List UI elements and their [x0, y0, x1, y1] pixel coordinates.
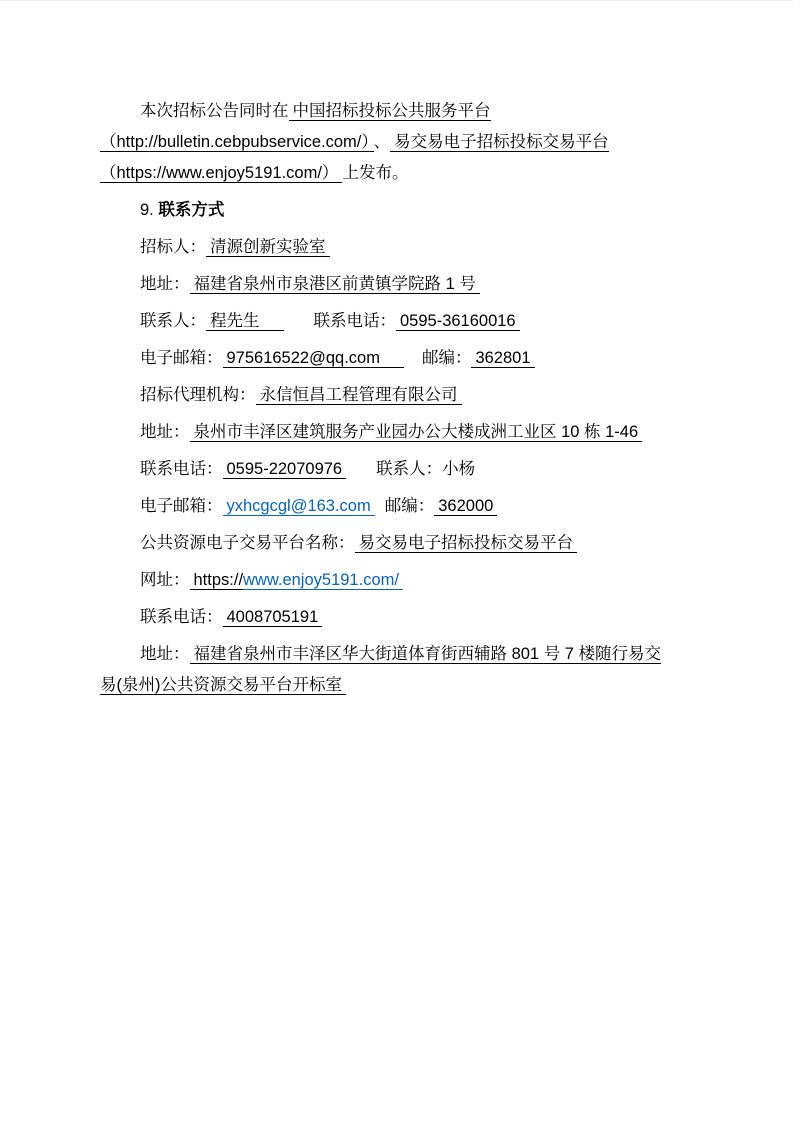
agency-email-line [100, 491, 675, 522]
agency-contact-value: 小杨 [442, 460, 476, 478]
tenderer-contact-value: 程先生 [206, 312, 284, 331]
platform2-underlined-text: 易交易电子招标投标交易平台（https://www.enjoy5191.com/） [100, 133, 609, 182]
agency-phone-value: 0595-22070976 [223, 460, 347, 479]
agency-address-label: 地址： [140, 423, 190, 441]
platform-phone-line [100, 602, 675, 633]
section-number: 9. [140, 201, 154, 219]
tenderer-phone-label: 联系电话： [313, 312, 396, 330]
tenderer-label: 招标人： [140, 238, 206, 256]
agency-address-line [100, 417, 675, 448]
platform-url-link[interactable]: www.enjoy5191.com/ [243, 571, 403, 590]
agency-phone-label: 联系电话： [140, 460, 223, 478]
agency-contact-label: 联系人： [376, 460, 443, 478]
tenderer-email-value: 975616522@qq.com [223, 349, 404, 368]
intro-text-before: 本次招标公告同时在 [140, 102, 289, 120]
platform-url-prefix: https:// [190, 571, 244, 590]
platform-name-line [100, 528, 675, 559]
tenderer-address-line [100, 269, 675, 300]
tenderer-address-label: 地址： [140, 275, 190, 293]
platform-phone-label: 联系电话： [140, 608, 223, 626]
tenderer-email-line [100, 343, 675, 374]
agency-phone-line [100, 454, 675, 485]
platform1-underlined-text: 中国招标投标公共服务平台（http://bulletin.cebpubservice.com/） [100, 102, 491, 151]
tenderer-zip-label: 邮编： [421, 349, 472, 367]
agency-name-line [100, 380, 675, 411]
intro-paragraph [100, 96, 675, 189]
section-title: 联系方式 [158, 201, 225, 219]
tenderer-zip-value: 362801 [471, 349, 534, 368]
tenderer-phone-value: 0595-36160016 [396, 312, 520, 331]
platform-url-line [100, 565, 675, 596]
agency-zip-value: 362000 [434, 497, 497, 516]
tenderer-name-line [100, 232, 675, 263]
agency-label: 招标代理机构： [140, 386, 256, 404]
tenderer-contact-line [100, 306, 675, 337]
intro-text-after: 上发布。 [342, 164, 409, 182]
intro-separator: 、 [373, 133, 391, 151]
section-heading [100, 195, 675, 226]
platform-phone-value: 4008705191 [223, 608, 323, 627]
platform-url-label: 网址： [140, 571, 190, 589]
platform-address-value: 福建省泉州市丰泽区华大街道体育街西辅路 801 号 7 楼随行易交易(泉州)公共资源交易平台开标室 [100, 645, 662, 694]
tenderer-contact-label: 联系人： [140, 312, 206, 330]
agency-name-value: 永信恒昌工程管理有限公司 [256, 386, 462, 405]
platform-address-line [100, 639, 675, 701]
tenderer-name-value: 清源创新实验室 [206, 238, 330, 257]
agency-email-label: 电子邮箱： [140, 497, 223, 515]
agency-email-link[interactable]: yxhcgcgl@163.com [223, 497, 375, 516]
platform-address-label: 地址： [140, 645, 190, 663]
tenderer-address-value: 福建省泉州市泉港区前黄镇学院路 1 号 [190, 275, 480, 294]
tenderer-email-label: 电子邮箱： [140, 349, 223, 367]
agency-zip-label: 邮编： [384, 497, 435, 515]
agency-address-value: 泉州市丰泽区建筑服务产业园办公大楼成洲工业区 10 栋 1-46 [190, 423, 643, 442]
platform-name-value: 易交易电子招标投标交易平台 [355, 534, 578, 553]
platform-name-label: 公共资源电子交易平台名称： [140, 534, 355, 552]
